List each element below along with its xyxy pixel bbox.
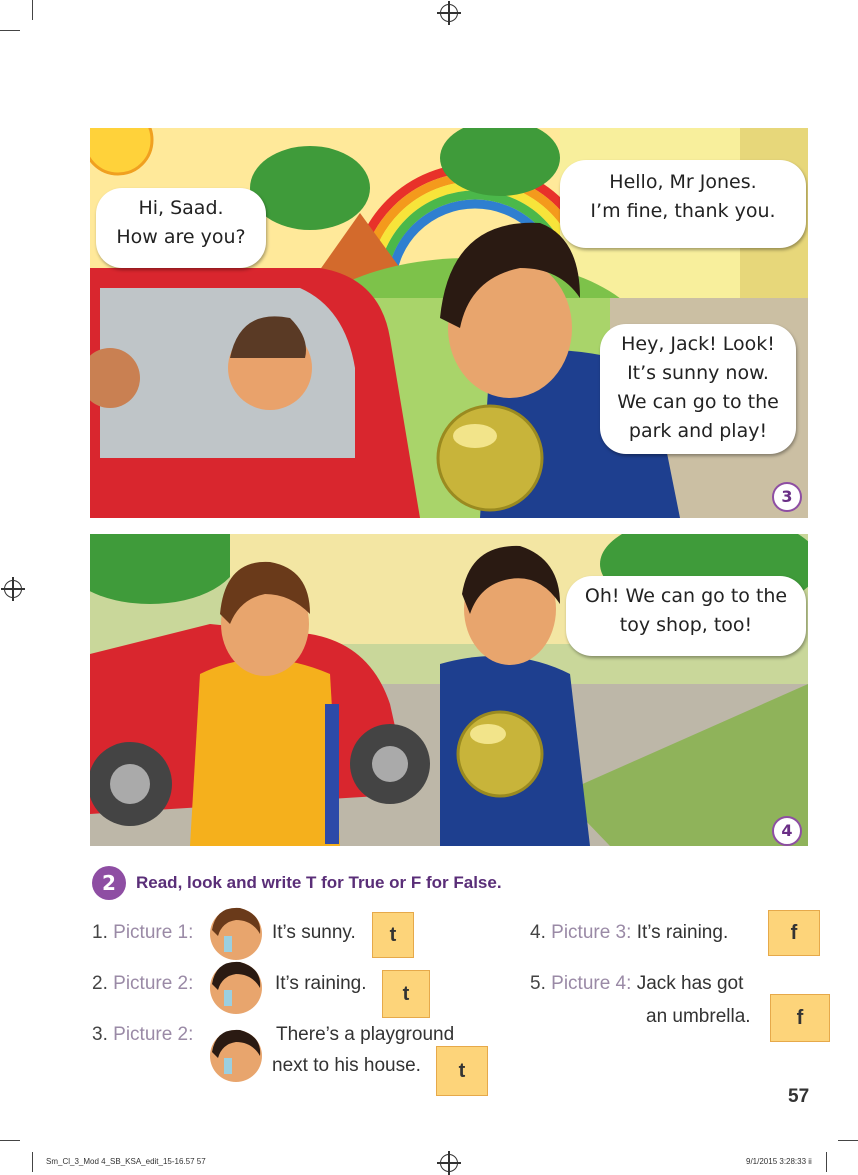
page-number: 57 — [788, 1086, 810, 1107]
panel-number: 4 — [772, 816, 802, 846]
item-statement-continued: an umbrella. — [646, 1006, 751, 1027]
bubble-line: Oh! We can go to the — [584, 585, 788, 607]
answer-box[interactable]: t — [436, 1046, 488, 1096]
speech-bubble-mr-jones — [96, 188, 266, 268]
crop-mark — [32, 1152, 33, 1172]
comic-panel-4 — [90, 534, 808, 846]
exercise-item — [530, 973, 743, 995]
item-number: 4. — [530, 922, 546, 943]
bubble-line: Hi, Saad. — [138, 197, 224, 219]
boy-face-icon — [206, 1026, 266, 1084]
item-number: 2. — [92, 973, 108, 994]
registration-mark-icon — [4, 580, 22, 598]
bubble-line: How are you? — [116, 226, 246, 248]
bubble-line: toy shop, too! — [619, 614, 753, 636]
item-number: 1. — [92, 922, 108, 943]
item-picture-ref: Picture 1: — [113, 922, 194, 943]
bubble-line: I’m fine, thank you. — [590, 200, 776, 222]
crop-mark — [838, 1140, 858, 1141]
crop-mark — [0, 30, 20, 31]
speech-bubble-jack — [566, 576, 806, 656]
answer-box[interactable]: t — [382, 970, 430, 1018]
print-file-label: Sm_Cl_3_Mod 4_SB_KSA_edit_15-16.57 57 — [46, 1157, 206, 1166]
item-statement: It’s raining. — [275, 973, 367, 994]
answer-box[interactable]: t — [372, 912, 414, 958]
speech-bubble-jack — [600, 324, 796, 454]
bubble-line: Hello, Mr Jones. — [609, 171, 757, 193]
comic-panel-3 — [90, 128, 808, 518]
boy-face-icon — [206, 904, 266, 960]
exercise-item — [92, 973, 193, 995]
exercise-number: 2 — [92, 866, 126, 900]
panel-number: 3 — [772, 482, 802, 512]
answer-box[interactable]: f — [768, 910, 820, 956]
boy-face-icon — [206, 958, 266, 1014]
print-date-label: 9/1/2015 3:28:33 ii — [746, 1157, 812, 1166]
item-number: 5. — [530, 973, 546, 994]
registration-mark-icon — [440, 1154, 458, 1172]
registration-mark-icon — [440, 4, 458, 22]
crop-mark — [0, 1140, 20, 1141]
item-picture-ref: Picture 3: — [551, 922, 632, 943]
item-statement-continued: next to his house. — [272, 1055, 421, 1076]
exercise-item — [92, 922, 193, 944]
item-picture-ref: Picture 4: — [551, 973, 632, 994]
bubble-line: park and play! — [628, 420, 768, 442]
item-number: 3. — [92, 1024, 108, 1045]
bubble-line: Hey, Jack! Look! — [621, 333, 775, 355]
item-statement: It’s sunny. — [272, 922, 356, 943]
exercise-item — [92, 1024, 193, 1046]
item-picture-ref: Picture 2: — [113, 973, 194, 994]
exercise-instruction: Read, look and write T for True or F for False. — [136, 873, 502, 892]
speech-bubble-saad — [560, 160, 806, 248]
bubble-line: We can go to the — [617, 391, 779, 413]
item-statement: There’s a playground — [276, 1024, 455, 1045]
crop-mark — [826, 1152, 827, 1172]
crop-mark — [32, 0, 33, 20]
item-statement: It’s raining. — [636, 922, 729, 943]
item-statement: Jack has got — [636, 973, 744, 994]
answer-box[interactable]: f — [770, 994, 830, 1042]
bubble-line: It’s sunny now. — [627, 362, 769, 384]
exercise-item — [530, 922, 728, 944]
item-picture-ref: Picture 2: — [113, 1024, 194, 1045]
